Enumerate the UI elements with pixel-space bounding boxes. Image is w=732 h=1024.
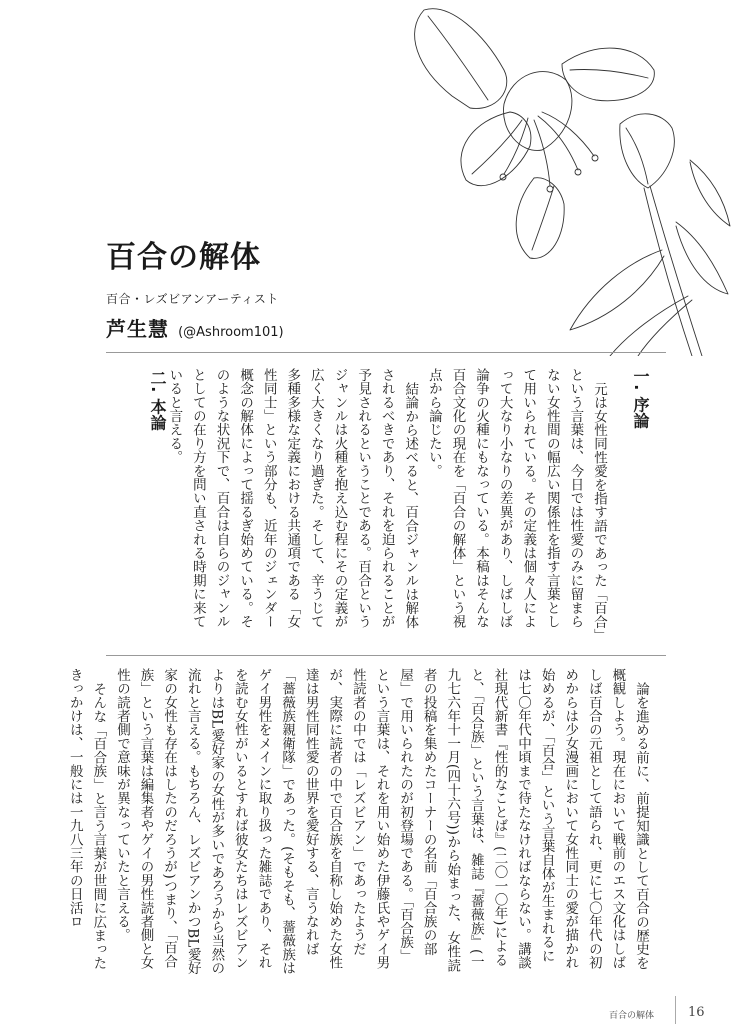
divider-middle [106, 655, 666, 656]
lily-petal-lower-vein [532, 186, 554, 250]
lily-petal-left [461, 112, 531, 186]
lily-petal-right [562, 48, 654, 101]
lily-illustration [392, 0, 732, 356]
lily-leaf [570, 250, 664, 330]
section-introduction [162, 368, 652, 640]
lily-petal-lower [516, 178, 564, 259]
body-paragraph: 論を進める前に、前提知識として百合の歴史を概観しよう。現在において戦前のエス文化はしばしば百合の元祖として語られ、更に七〇年代の初めからは少女漫画において女性同士の愛が描かれ始めるが、「百合」という言葉自体が生まれるには七〇年代中頃まで待たなければならない。講談社現代新書『性的なことば』(二〇一〇年)によると、「百合族」という言葉は、雑誌『薔薇族』(一九七六年十一月(四十六号))から始まった、女性読者の投稿を集めたコーナーの名前「百合族の部屋」で用いられたのが初登場である。「百合族」という言葉は、それを用い始めた伊藤氏やゲイ男性読者の中では「レズビアン」であったようだが、実際に読者の中で百合族を自称し始めた女性達は男性同性愛の世界を愛好する、言うなれば「薔薇族親衛隊」であった。(そもそも、薔薇族はゲイ男性をメインに取り扱った雑誌であり、それを読む女性がいるとすれば彼女たちはレズビアンよりはBL愛好家の女性が多いであろうから当然の流れと言える。もちろん、レズビアンかつBL愛好家の女性も存在はしたのだろうが)つまり、「百合族」という言葉は編集者やゲイの男性読者側と女性の読者側で意味が異なっていたと言える。 [113, 668, 649, 975]
lily-leaf [690, 160, 730, 226]
lily-petal-left-vein [472, 120, 522, 174]
lily-bud [620, 114, 674, 188]
lily-petal-right-vein [570, 69, 648, 78]
body-paragraph: 元は女性同性愛を指す語であった「百合」という言葉は、今日では性愛のみに留まらない女性間の幅広い関係性を指す言葉として用いられている。その定義は個々人によって大なり小なりの差異があり、しばしば論争の火種にもなっている。本稿はそんな百合文化の現在を「百合の解体」という視点から論じたい。 [425, 368, 607, 636]
section-heading-main: 二. 本論 [148, 370, 167, 431]
section-main-heading-column [127, 370, 169, 645]
author-handle: (@Ashroom101) [178, 325, 284, 340]
article-title: 百合の解体 [106, 240, 261, 275]
section-heading-introduction: 一. 序論 [631, 368, 650, 429]
lily-petal-top [415, 9, 507, 109]
body-paragraph: 結論から述べると、百合ジャンルは解体されるべきであり、それを迫られることが予見されるということである。百合というジャンルは火種を抱え込む程にその定義が広く大きくなり過ぎた。そして、辛うじて多種多様な定義における共通項である「女性同士」という部分も、近年のジェンダー概念の解体によって揺るぎ始めている。そのような状況下で、百合は自らのジャンルとしての在り方を問い直される時期に来ていると言える。 [166, 368, 419, 629]
lily-petal-center [503, 72, 571, 151]
lily-bud-vein [626, 128, 648, 184]
lily-anther [547, 186, 553, 192]
lily-petal-top-vein [428, 16, 488, 100]
page-number: 16 [688, 1005, 705, 1020]
lily-leaf [610, 296, 692, 356]
body-paragraph: そんな「百合族」と言う言葉が世間に広まったきっかけは、一般には一九八三年の日活ロ [66, 668, 107, 970]
lily-stem [644, 186, 702, 356]
divider-top [106, 352, 666, 353]
author-name: 芦生慧 [106, 317, 169, 341]
author-role: 百合・レズビアンアーティスト [106, 292, 279, 306]
running-title: 百合の解体 [609, 1011, 655, 1021]
lily-stamens [504, 112, 594, 186]
author-line [106, 313, 284, 342]
lily-leaf [676, 222, 728, 294]
footer-divider [675, 996, 676, 1024]
section-main-body [62, 668, 652, 976]
lily-anther [592, 155, 598, 161]
